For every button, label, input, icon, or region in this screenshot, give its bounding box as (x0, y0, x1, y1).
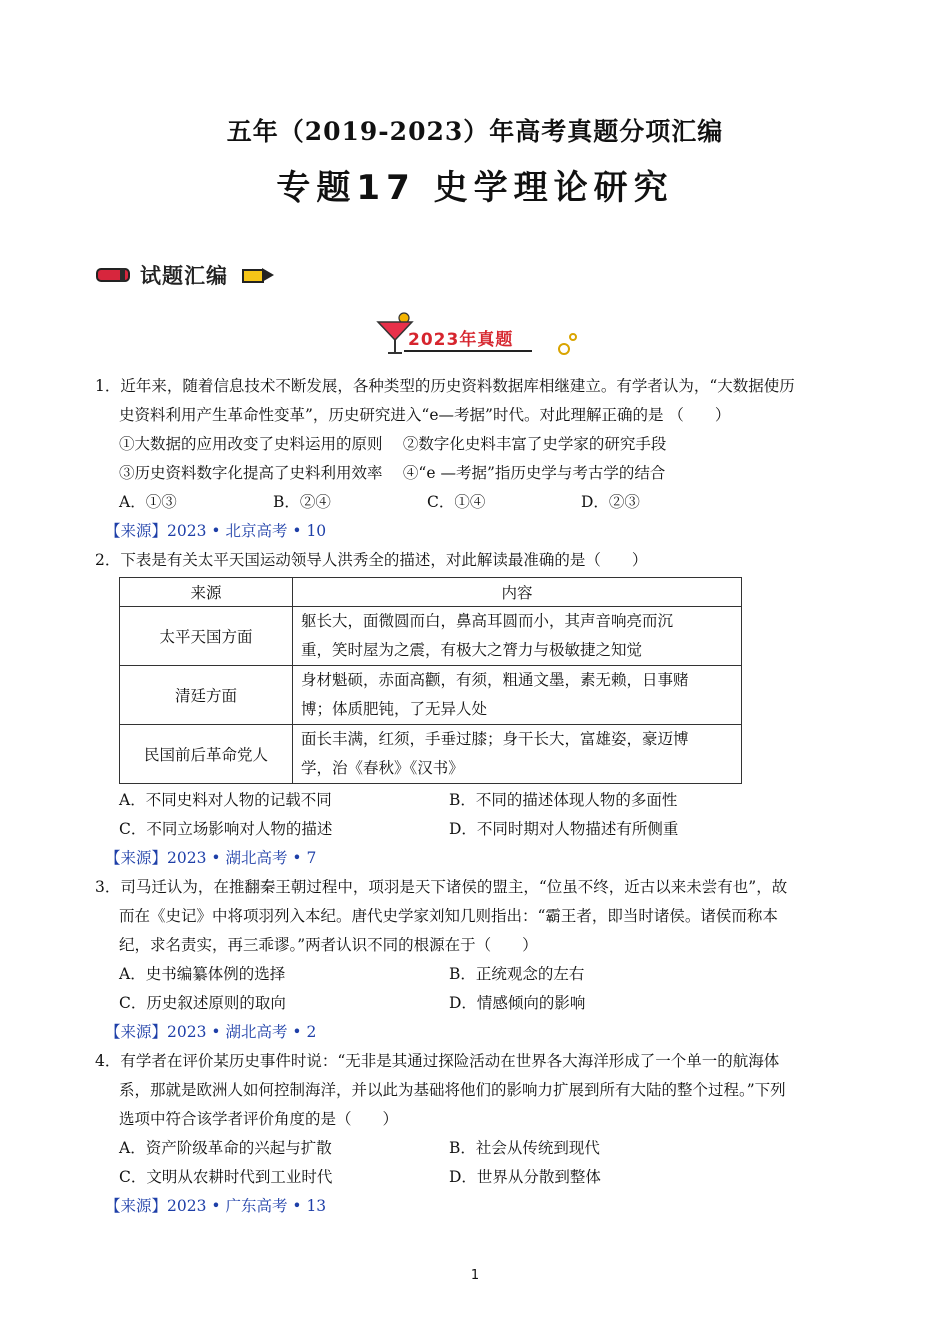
table-row (120, 666, 742, 725)
option-row (95, 1163, 865, 1192)
table-cell-content: 躯长大，面微圆而白，鼻高耳圆而小，其声音响亮而沉 重，笑时屋为之震，有极大之膂力与极敏捷之知觉 (293, 607, 742, 666)
topic-title: 专题17 史学理论研究 (276, 168, 674, 208)
section-header (96, 262, 274, 288)
pencil-red-icon (96, 268, 130, 282)
table-header: 内容 (293, 578, 742, 607)
table-header: 来源 (120, 578, 293, 607)
pencil-yellow-icon (242, 268, 274, 282)
bubbles-icon (556, 332, 580, 358)
option-d[interactable]: D．情感倾向的影响 (449, 994, 586, 1012)
question-4 (95, 1047, 865, 1221)
question-text: 纪，求名责实，再三乖谬。”两者认识不同的根源在于（ ） (119, 936, 538, 954)
option-row (95, 786, 865, 815)
table-row (120, 607, 742, 666)
table-cell-content: 面长丰满，红须，手垂过膝；身干长大，富雄姿，豪迈博 学，治《春秋》《汉书》 (293, 725, 742, 784)
option-b[interactable]: B．社会从传统到现代 (449, 1139, 600, 1157)
year-badge (376, 312, 576, 360)
table-cell-source: 清廷方面 (120, 666, 293, 725)
table-cell-source: 民国前后革命党人 (120, 725, 293, 784)
question-text: 3．司马迁认为，在推翻秦王朝过程中，项羽是天下诸侯的盟主，“位虽不终，近古以来未尝有也”，故 (95, 878, 788, 896)
year-badge-label: 2023年真题 (408, 330, 514, 350)
option-d[interactable]: D．不同时期对人物描述有所侧重 (449, 820, 679, 838)
question-text: 而在《史记》中将项羽列入本纪。唐代史学家刘知几则指出：“霸王者，即当时诸侯。诸侯而称本 (119, 907, 778, 925)
option-row (95, 1134, 865, 1163)
question-list (95, 372, 865, 1221)
option-row (95, 960, 865, 989)
table-cell-source: 太平天国方面 (120, 607, 293, 666)
option-c[interactable]: C．文明从农耕时代到工业时代 (119, 1168, 333, 1186)
option-a[interactable]: A．史书编纂体例的选择 (119, 965, 286, 983)
option-c[interactable]: C．不同立场影响对人物的描述 (119, 820, 333, 838)
statement-line: ③历史资料数字化提高了史料利用效率 ④“e —考据”指历史学与考古学的结合 (119, 464, 666, 482)
question-source: 【来源】2023 • 北京高考 • 10 (105, 522, 327, 540)
option-a[interactable]: A．资产阶级革命的兴起与扩散 (119, 1139, 332, 1157)
question-text: 1．近年来，随着信息技术不断发展，各种类型的历史资料数据库相继建立。有学者认为，“大数据使历 (95, 377, 795, 395)
option-b[interactable]: B．②④ (273, 493, 331, 511)
question-2 (95, 546, 865, 873)
description-table (119, 577, 742, 784)
option-d[interactable]: D．世界从分散到整体 (449, 1168, 601, 1186)
option-b[interactable]: B．正统观念的左右 (449, 965, 585, 983)
question-source: 【来源】2023 • 广东高考 • 13 (105, 1197, 327, 1215)
option-a[interactable]: A．不同史料对人物的记载不同 (119, 791, 332, 809)
question-3 (95, 873, 865, 1047)
question-text: 2．下表是有关太平天国运动领导人洪秀全的描述，对此解读最准确的是（ ） (95, 551, 648, 569)
question-text: 选项中符合该学者评价角度的是（ ） (119, 1110, 399, 1128)
option-d[interactable]: D．②③ (581, 493, 640, 511)
question-1 (95, 372, 865, 546)
option-row (95, 488, 865, 517)
option-b[interactable]: B．不同的描述体现人物的多面性 (449, 791, 678, 809)
option-c[interactable]: C．①④ (427, 493, 486, 511)
option-c[interactable]: C．历史叙述原则的取向 (119, 994, 286, 1012)
question-source: 【来源】2023 • 湖北高考 • 2 (105, 1023, 317, 1041)
table-row (120, 725, 742, 784)
option-a[interactable]: A．①③ (119, 493, 177, 511)
table-header-row (120, 578, 742, 607)
page-number: 1 (470, 1268, 480, 1283)
statement-line: ①大数据的应用改变了史料运用的原则 ②数字化史料丰富了史学家的研究手段 (119, 435, 667, 453)
question-source: 【来源】2023 • 湖北高考 • 7 (105, 849, 317, 867)
page-title: 五年（2019-2023）年高考真题分项汇编 (226, 117, 724, 146)
question-text: 4．有学者在评价某历史事件时说：“无非是其通过探险活动在世界各大海洋形成了一个单一的航海体 (95, 1052, 780, 1070)
section-label: 试题汇编 (140, 264, 228, 288)
table-cell-content: 身材魁硕，赤面高颧，有须，粗通文墨，素无赖，日事赌 博；体质肥钝，了无异人处 (293, 666, 742, 725)
option-row (95, 989, 865, 1018)
option-row (95, 815, 865, 844)
question-text: 史资料利用产生革命性变革”，历史研究进入“e—考据”时代。对此理解正确的是 （ ） (119, 406, 731, 424)
question-text: 系，那就是欧洲人如何控制海洋，并以此为基础将他们的影响力扩展到所有大陆的整个过程。”下列 (119, 1081, 786, 1099)
